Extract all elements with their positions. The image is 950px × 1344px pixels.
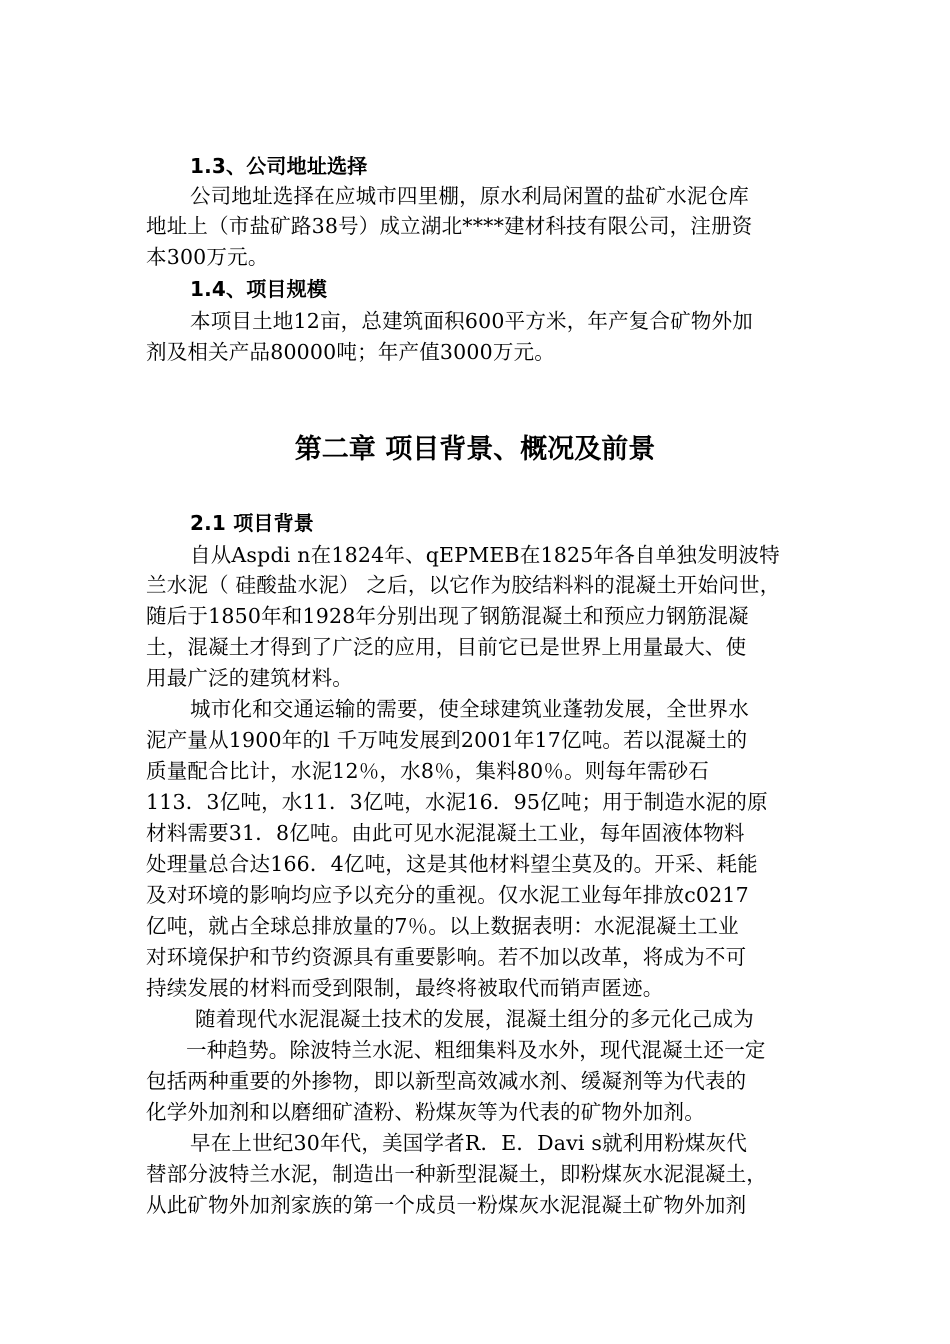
paragraph-2-line-7: 及对环境的影响均应予以充分的重视。仅水泥工业每年排放c0217 xyxy=(146,883,749,907)
section-1-3-line-2: 地址上（市盐矿路38号）成立湖北****建材科技有限公司，注册资 xyxy=(146,214,753,238)
paragraph-2-line-5: 材料需要31．8亿吨。由此可见水泥混凝土工业，每年固液体物料 xyxy=(146,821,745,845)
paragraph-2-line-3: 质量配合比计，水泥12％，水8％，集料80％。则每年需砂石 xyxy=(146,759,710,783)
section-1-3-line-3: 本300万元。 xyxy=(146,245,269,269)
section-1-3-line-1: 公司地址选择在应城市四里棚，原水利局闲置的盐矿水泥仓库 xyxy=(190,184,749,208)
section-1-3-heading: 1.3、公司地址选择 xyxy=(190,154,368,178)
paragraph-4-line-1: 早在上世纪30年代，美国学者R．E．Davi s就利用粉煤灰代 xyxy=(190,1131,748,1155)
paragraph-3-line-2: 一种趋势。除波特兰水泥、粗细集料及水外，现代混凝土还一定 xyxy=(186,1038,766,1062)
paragraph-3-line-1: 随着现代水泥混凝土技术的发展，混凝土组分的多元化己成为 xyxy=(195,1007,754,1031)
paragraph-2-line-6: 处理量总合达166．4亿吨，这是其他材料望尘莫及的。开采、耗能 xyxy=(146,852,758,876)
section-1-4-heading: 1.4、项目规模 xyxy=(190,277,328,301)
paragraph-1-line-1: 自从Aspdi n在1824年、qEPMEB在1825年各自单独发明波特 xyxy=(190,543,780,567)
paragraph-2-line-9: 对环境保护和节约资源具有重要影响。若不加以改革，将成为不可 xyxy=(146,945,747,969)
paragraph-4-line-2: 替部分波特兰水泥，制造出一种新型混凝土，即粉煤灰水泥混凝土， xyxy=(146,1162,767,1186)
section-2-1-heading: 2.1 项目背景 xyxy=(190,511,314,535)
paragraph-1-line-4: 土，混凝土才得到了广泛的应用，目前它已是世界上用量最大、使 xyxy=(146,635,747,659)
section-1-4-line-2: 剂及相关产品80000吨；年产值3000万元。 xyxy=(146,340,555,364)
paragraph-1-line-5: 用最广泛的建筑材料。 xyxy=(146,666,353,690)
chapter-title: 第二章 项目背景、概况及前景 xyxy=(294,434,656,465)
paragraph-2-line-2: 泥产量从1900年的l 千万吨发展到2001年17亿吨。若以混凝土的 xyxy=(146,728,748,752)
paragraph-2-line-8: 亿吨，就占全球总排放量的7％。以上数据表明：水泥混凝土工业 xyxy=(146,914,739,938)
paragraph-4-line-3: 从此矿物外加剂家族的第一个成员一粉煤灰水泥混凝土矿物外加剂 xyxy=(146,1193,747,1217)
section-1-4-line-1: 本项目土地12亩，总建筑面积600平方米，年产复合矿物外加 xyxy=(190,309,754,333)
paragraph-3-line-4: 化学外加剂和以磨细矿渣粉、粉煤灰等为代表的矿物外加剂。 xyxy=(146,1100,705,1124)
paragraph-2-line-10: 持续发展的材料而受到限制，最终将被取代而销声匿迹。 xyxy=(146,976,664,1000)
paragraph-3-line-3: 包括两种重要的外掺物，即以新型高效减水剂、缓凝剂等为代表的 xyxy=(146,1069,747,1093)
paragraph-2-line-1: 城市化和交通运输的需要，使全球建筑业蓬勃发展，全世界水 xyxy=(190,697,749,721)
paragraph-1-line-3: 随后于1850年和1928年分别出现了钢筋混凝土和预应力钢筋混凝 xyxy=(146,604,749,628)
paragraph-2-line-4: 113．3亿吨，水11．3亿吨，水泥16．95亿吨；用于制造水泥的原 xyxy=(146,790,768,814)
paragraph-1-line-2: 兰水泥（ 硅酸盐水泥） 之后，以它作为胶结料料的混凝土开始问世， xyxy=(146,573,781,597)
